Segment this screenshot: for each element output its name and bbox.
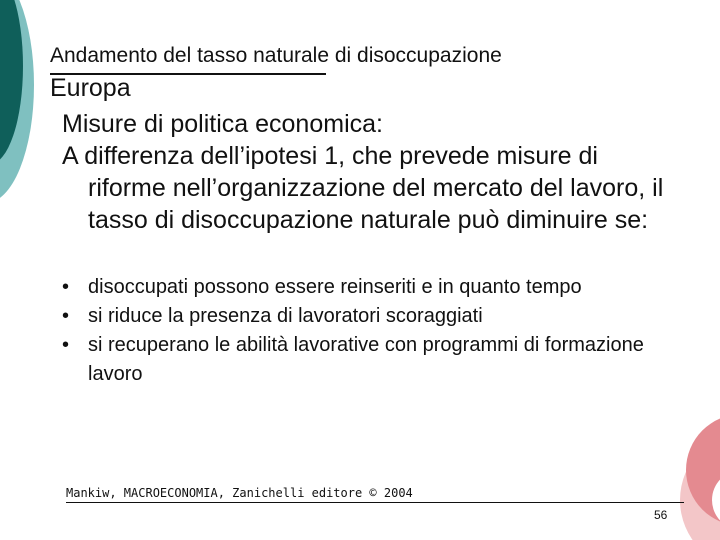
bullet-text: si recuperano le abilità lavorative con programmi di formazione lavoro bbox=[88, 334, 644, 385]
bullet-item bbox=[62, 331, 702, 389]
bullet-item bbox=[62, 273, 702, 302]
footer-citation: Mankiw, MACROECONOMIA, Zanichelli editore © 2004 bbox=[66, 486, 413, 500]
bullet-icon: • bbox=[62, 334, 70, 356]
slide-subtitle: Europa bbox=[50, 74, 131, 102]
bullet-text: si riduce la presenza di lavoratori scoraggiati bbox=[88, 305, 483, 327]
lead-paragraph: A differenza dell’ipotesi 1, che prevede misure di riforme nell’organizzazione del mercato del lavoro, il tasso di disoccupazione naturale può diminuire se: bbox=[62, 142, 664, 234]
lead-text bbox=[62, 108, 682, 236]
bullet-item bbox=[62, 302, 702, 331]
page-number: 56 bbox=[654, 508, 668, 522]
slide-title: Andamento del tasso naturale di disoccupazione bbox=[50, 44, 502, 67]
bullet-icon: • bbox=[62, 305, 70, 327]
bullet-list bbox=[62, 273, 702, 389]
footer-rule bbox=[66, 502, 684, 503]
bullet-text: disoccupati possono essere reinseriti e in quanto tempo bbox=[88, 276, 582, 298]
bullet-icon: • bbox=[62, 276, 70, 298]
lead-heading: Misure di politica economica: bbox=[62, 110, 383, 138]
